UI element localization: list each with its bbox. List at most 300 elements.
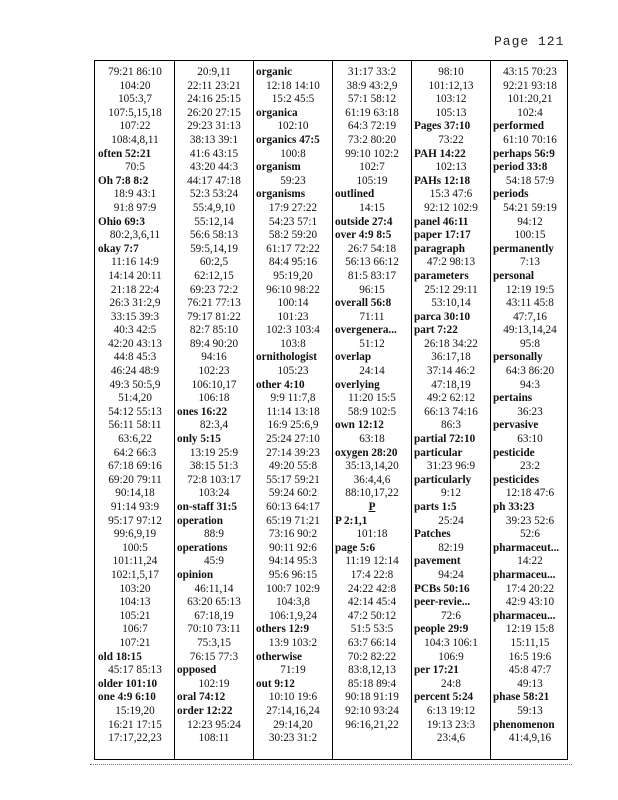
page-reference: 70:5 xyxy=(125,161,145,174)
page-reference: 88:9 xyxy=(204,528,224,541)
page-reference: 61:10 70:16 xyxy=(503,133,557,146)
page-reference: 96:10 98:22 xyxy=(266,283,320,296)
page-reference: 101:12,13 xyxy=(428,79,474,92)
page-reference: 26:7 54:18 xyxy=(347,242,397,255)
page-reference: 89:4 90:20 xyxy=(189,337,239,350)
page-reference: 27:14 39:23 xyxy=(266,446,320,459)
page-reference: 98:10 xyxy=(438,66,464,78)
page-reference: 15:19,20 xyxy=(115,704,155,717)
page-reference: 26:3 31:2,9 xyxy=(109,297,161,310)
page-reference: 106:1,9,24 xyxy=(269,609,317,622)
page-reference: 83:8,12,13 xyxy=(348,664,396,677)
page-reference: 72:8 103:17 xyxy=(187,473,241,486)
page-reference: 76:15 77:3 xyxy=(189,650,239,663)
page-reference: 7:13 xyxy=(520,256,540,269)
page-reference: 6:13 19:12 xyxy=(426,704,476,717)
index-term: PAH 14:22 xyxy=(414,147,466,160)
page-reference: 106:10,17 xyxy=(191,378,237,391)
page-reference: 82:19 xyxy=(438,541,464,554)
column-divider xyxy=(411,61,412,759)
page-reference: 54:18 57:9 xyxy=(505,174,555,187)
page-reference: 58:9 102:5 xyxy=(347,405,397,418)
page-reference: 36:17,18 xyxy=(431,351,471,364)
page-reference: 103:24 xyxy=(198,487,230,500)
page-reference: 64:3 86:20 xyxy=(505,365,555,378)
page-reference: 62:12,15 xyxy=(194,269,234,282)
index-term: pervasive xyxy=(493,419,539,432)
page-reference: 38:15 51:3 xyxy=(189,460,239,473)
page-reference: 59:24 60:2 xyxy=(268,487,318,500)
page-reference: 103:12 xyxy=(435,93,467,106)
page-reference: 107:21 xyxy=(119,636,151,649)
page-reference: 12:18 47:6 xyxy=(505,487,555,500)
page-reference: 42:14 45:4 xyxy=(347,596,397,609)
page-reference: 105:19 xyxy=(356,174,388,187)
page-reference: 104:3,8 xyxy=(276,596,310,609)
page-reference: 56:6 58:13 xyxy=(189,229,239,242)
page-reference: 41:6 43:15 xyxy=(189,147,239,160)
section-letter: P xyxy=(368,501,376,513)
page-reference: 51:12 xyxy=(359,337,385,350)
page-reference: 61:19 63:18 xyxy=(345,106,399,119)
page-reference: 9:9 11:7,8 xyxy=(270,392,316,405)
index-term: one 4:9 6:10 xyxy=(98,691,156,704)
page-reference: 14:22 xyxy=(517,555,543,568)
page-reference: 67:18,19 xyxy=(194,609,234,622)
page-reference: 42:9 43:10 xyxy=(505,596,555,609)
page-reference: 20:9,11 xyxy=(197,66,231,78)
page-reference: 100:14 xyxy=(277,297,309,310)
page-reference: 19:13 23:3 xyxy=(426,718,476,731)
index-term: parca 30:10 xyxy=(414,310,471,323)
page-reference: 104:3 106:1 xyxy=(424,636,478,649)
page-reference: 96:15 xyxy=(359,283,385,296)
page-reference: 94:14 95:3 xyxy=(268,555,318,568)
page-reference: 47:7,16 xyxy=(513,310,547,323)
page-reference: 26:20 27:15 xyxy=(187,106,241,119)
index-term: on-staff 31:5 xyxy=(177,501,237,513)
page-reference: 91:8 97:9 xyxy=(113,201,157,214)
index-term: ornithologist xyxy=(256,351,317,364)
page-reference: 53:10,14 xyxy=(431,297,471,310)
page-reference: 94:16 xyxy=(201,351,227,364)
page-reference: 39:23 52:6 xyxy=(505,514,555,527)
scan-edge xyxy=(90,764,572,765)
page-reference: 79:21 86:10 xyxy=(108,66,162,78)
page-reference: 70:10 73:11 xyxy=(187,623,241,636)
page-reference: 59:23 xyxy=(280,174,306,187)
index-term: opposed xyxy=(177,664,217,677)
index-term: PAHs 12:18 xyxy=(414,174,471,187)
page-reference: 70:2 82:22 xyxy=(347,650,397,663)
page-reference: 25:24 xyxy=(438,514,464,527)
page-reference: 102:10 xyxy=(277,120,309,133)
index-term: ones 16:22 xyxy=(177,405,228,418)
index-term: operation xyxy=(177,514,223,527)
page-reference: 52:6 xyxy=(520,528,540,541)
index-term: people 29:9 xyxy=(414,623,469,636)
page-reference: 65:19 71:21 xyxy=(266,514,320,527)
page-reference: 72:6 xyxy=(441,609,461,622)
column-divider xyxy=(253,61,254,759)
page-reference: 17:4 20:22 xyxy=(505,582,555,595)
page-reference: 100:15 xyxy=(514,229,546,242)
page-reference: 90:18 91:19 xyxy=(345,691,399,704)
page-reference: 27:14,16,24 xyxy=(266,704,320,717)
page-reference: 22:11 23:21 xyxy=(187,79,241,92)
page-reference: 17:9 27:22 xyxy=(268,201,318,214)
index-term: performed xyxy=(493,120,544,133)
page-reference: 94:24 xyxy=(438,568,464,581)
page-number: Page 121 xyxy=(494,34,565,49)
page-reference: 75:3,15 xyxy=(197,636,231,649)
page-reference: 82:7 85:10 xyxy=(189,324,239,337)
index-term: personally xyxy=(493,351,543,364)
index-term: only 5:15 xyxy=(177,433,221,446)
page-reference: 91:14 93:9 xyxy=(110,501,160,513)
index-term: panel 46:11 xyxy=(414,215,469,228)
index-term: phase 58:21 xyxy=(493,691,550,704)
page-reference: 30:23 31:2 xyxy=(268,732,318,745)
page-reference: 73:22 xyxy=(438,133,464,146)
page-reference: 63:7 66:14 xyxy=(347,636,397,649)
page-reference: 105:13 xyxy=(435,106,467,119)
index-term: pertains xyxy=(493,392,533,405)
page-reference: 80:2,3,6,11 xyxy=(109,229,161,242)
index-term: outside 27:4 xyxy=(335,215,393,228)
page-reference: 59:13 xyxy=(517,704,543,717)
page-reference: 12:18 14:10 xyxy=(266,79,320,92)
index-column-6 xyxy=(492,66,568,746)
page-reference: 31:17 33:2 xyxy=(347,66,397,78)
index-term: per 17:21 xyxy=(414,664,459,677)
index-term: pesticide xyxy=(493,446,535,459)
page-reference: 84:4 95:16 xyxy=(268,256,318,269)
page-reference: 26:18 34:22 xyxy=(424,337,478,350)
page-reference: 102:7 xyxy=(359,161,385,174)
page-reference: 16:5 19:6 xyxy=(508,650,552,663)
page-reference: 38:13 39:1 xyxy=(189,133,239,146)
index-term: personal xyxy=(493,269,535,282)
page-reference: 103:20 xyxy=(119,582,151,595)
index-term: Oh 7:8 8:2 xyxy=(98,174,149,187)
page-reference: 67:18 69:16 xyxy=(108,460,162,473)
index-term: organisms xyxy=(256,188,306,201)
page-reference: 45:8 47:7 xyxy=(508,664,552,677)
index-term: Patches xyxy=(414,528,451,541)
page-reference: 92:21 93:18 xyxy=(503,79,557,92)
page-reference: 60:2,5 xyxy=(199,256,229,269)
index-term: organics 47:5 xyxy=(256,133,320,146)
index-term: often 52:21 xyxy=(98,147,152,160)
page-reference: 95:8 xyxy=(520,337,540,350)
index-table xyxy=(94,60,568,760)
index-term: permanently xyxy=(493,242,554,255)
page-reference: 23:2 xyxy=(520,460,540,473)
page-reference: 52:3 53:24 xyxy=(189,188,239,201)
page-reference: 92:12 102:9 xyxy=(424,201,478,214)
page-reference: 61:17 72:22 xyxy=(266,242,320,255)
page-reference: 54:23 57:1 xyxy=(268,215,318,228)
page-reference: 73:16 90:2 xyxy=(268,528,318,541)
page-reference: 55:17 59:21 xyxy=(266,473,320,486)
index-term: operations xyxy=(177,541,228,554)
index-term: out 9:12 xyxy=(256,677,295,690)
page-reference: 12:19 19:5 xyxy=(505,283,555,296)
page-reference: 47:2 98:13 xyxy=(426,256,476,269)
page-reference: 60:13 64:17 xyxy=(266,501,320,513)
page-reference: 106:7 xyxy=(122,623,148,636)
page-reference: 101:20,21 xyxy=(507,93,553,106)
index-term: phenomenon xyxy=(493,718,555,731)
page-reference: 24:8 xyxy=(441,677,461,690)
page-reference: 24:22 42:8 xyxy=(347,582,397,595)
page-reference: 102:13 xyxy=(435,161,467,174)
page-reference: 29:23 31:13 xyxy=(187,120,241,133)
index-term: pavement xyxy=(414,555,461,568)
column-divider xyxy=(174,61,175,759)
index-term: opinion xyxy=(177,568,214,581)
page-reference: 63:20 65:13 xyxy=(187,596,241,609)
page-reference: 14:15 xyxy=(359,201,385,214)
index-term: particularly xyxy=(414,473,472,486)
index-term: okay 7:7 xyxy=(98,242,139,255)
index-term: parameters xyxy=(414,269,469,282)
page-reference: 35:13,14,20 xyxy=(345,460,399,473)
page-reference: 43:20 44:3 xyxy=(189,161,239,174)
index-term: period 33:8 xyxy=(493,161,548,174)
index-term: parts 1:5 xyxy=(414,501,457,513)
index-term: percent 5:24 xyxy=(414,691,474,704)
page-reference: 102:3 103:4 xyxy=(266,324,320,337)
page-reference: 17:4 22:8 xyxy=(350,568,394,581)
page-reference: 94:12 xyxy=(517,215,543,228)
page-reference: 103:8 xyxy=(280,337,306,350)
index-term: ph 33:23 xyxy=(493,501,535,513)
index-column-3 xyxy=(255,66,331,746)
index-term: overlying xyxy=(335,378,380,391)
page-reference: 106:9 xyxy=(438,650,464,663)
page-reference: 25:12 29:11 xyxy=(424,283,478,296)
index-column-2 xyxy=(176,66,252,746)
page-reference: 101:23 xyxy=(277,310,309,323)
page-reference: 51:5 53:5 xyxy=(350,623,394,636)
page-reference: 54:21 59:19 xyxy=(503,201,557,214)
page-reference: 49:13,14,24 xyxy=(503,324,557,337)
index-term: overgenera... xyxy=(335,324,397,337)
page-reference: 105:21 xyxy=(119,609,151,622)
page-reference: 49:20 55:8 xyxy=(268,460,318,473)
page-reference: 104:13 xyxy=(119,596,151,609)
page-reference: 14:14 20:11 xyxy=(108,269,162,282)
index-term: otherwise xyxy=(256,650,302,663)
page-reference: 102:23 xyxy=(198,365,230,378)
page-reference: 49:13 xyxy=(517,677,543,690)
index-term: paragraph xyxy=(414,242,465,255)
page-reference: 76:21 77:13 xyxy=(187,297,241,310)
index-term: Pages 37:10 xyxy=(414,120,471,133)
page-reference: 58:2 59:20 xyxy=(268,229,318,242)
column-divider xyxy=(332,61,333,759)
page-reference: 46:11,14 xyxy=(194,582,234,595)
index-term: outlined xyxy=(335,188,375,201)
page-reference: 108:11 xyxy=(198,732,230,745)
page-reference: 73:2 80:20 xyxy=(347,133,397,146)
page-reference: 63:18 xyxy=(359,433,385,446)
page-reference: 11:16 14:9 xyxy=(111,256,159,269)
page-reference: 43:11 45:8 xyxy=(506,297,554,310)
page-reference: 107:5,15,18 xyxy=(108,106,162,119)
page-reference: 44:8 45:3 xyxy=(113,351,157,364)
index-term: others 12:9 xyxy=(256,623,310,636)
index-term: pesticides xyxy=(493,473,539,486)
index-term: order 12:22 xyxy=(177,704,233,717)
page-reference: 99:10 102:2 xyxy=(345,147,399,160)
page-reference: 15:2 45:5 xyxy=(271,93,315,106)
page-reference: 51:4,20 xyxy=(118,392,152,405)
index-term: over 4:9 8:5 xyxy=(335,229,392,242)
page-reference: 95:6 96:15 xyxy=(268,568,318,581)
page-reference: 21:18 22:4 xyxy=(110,283,160,296)
index-term: own 12:12 xyxy=(335,419,384,432)
page-reference: 45:17 85:13 xyxy=(108,664,162,677)
index-term: old 18:15 xyxy=(98,650,142,663)
index-term: partial 72:10 xyxy=(414,433,476,446)
page-reference: 79:17 81:22 xyxy=(187,310,241,323)
page-reference: 12:23 95:24 xyxy=(187,718,241,731)
page-reference: 46:24 48:9 xyxy=(110,365,160,378)
page-reference: 102:4 xyxy=(517,106,543,119)
page-reference: 25:24 27:10 xyxy=(266,433,320,446)
page-reference: 24:16 25:15 xyxy=(187,93,241,106)
index-term: particular xyxy=(414,446,463,459)
page-reference: 9:12 xyxy=(441,487,461,500)
page-reference: 96:16,21,22 xyxy=(345,718,399,731)
index-term: pharmaceu... xyxy=(493,568,556,581)
page-reference: 104:20 xyxy=(119,79,151,92)
page-reference: 107:22 xyxy=(119,120,151,133)
page-reference: 99:6,9,19 xyxy=(113,528,157,541)
page-reference: 12:19 15:8 xyxy=(505,623,555,636)
page-reference: 15:11,15 xyxy=(510,636,550,649)
index-term: organica xyxy=(256,106,298,119)
index-term: oxygen 28:20 xyxy=(335,446,398,459)
page-reference: 13:19 25:9 xyxy=(189,446,239,459)
index-term: P 2:1,1 xyxy=(335,514,368,527)
page-reference: 101:18 xyxy=(356,528,388,541)
page-reference: 69:23 72:2 xyxy=(189,283,239,296)
page-reference: 86:3 xyxy=(441,419,461,432)
index-term: PCBs 50:16 xyxy=(414,582,470,595)
page-reference: 42:20 43:13 xyxy=(108,337,162,350)
page-reference: 13:9 103:2 xyxy=(268,636,318,649)
index-term: paper 17:17 xyxy=(414,229,471,242)
page-reference: 31:23 96:9 xyxy=(426,460,476,473)
page-reference: 56:11 58:11 xyxy=(108,419,162,432)
page-reference: 43:15 70:23 xyxy=(503,66,557,78)
page-reference: 55:4,9,10 xyxy=(192,201,236,214)
page-reference: 47:2 50:12 xyxy=(347,609,397,622)
page-reference: 64:3 72:19 xyxy=(347,120,397,133)
page-reference: 90:11 92:6 xyxy=(269,541,317,554)
page-reference: 108:4,8,11 xyxy=(111,133,159,146)
page-reference: 23:4,6 xyxy=(436,732,466,745)
page-reference: 90:14,18 xyxy=(115,487,155,500)
index-term: perhaps 56:9 xyxy=(493,147,555,160)
page-reference: 49:3 50:5,9 xyxy=(109,378,161,391)
page-reference: 11:19 12:14 xyxy=(345,555,399,568)
page-reference: 100:8 xyxy=(280,147,306,160)
page-reference: 88:10,17,22 xyxy=(345,487,399,500)
index-term: pharmaceu... xyxy=(493,609,556,622)
page-reference: 11:14 13:18 xyxy=(266,405,320,418)
page-reference: 101:11,24 xyxy=(112,555,158,568)
index-term: pharmaceut... xyxy=(493,541,560,554)
index-term: Ohio 69:3 xyxy=(98,215,145,228)
page-reference: 95:19,20 xyxy=(273,269,313,282)
page-reference: 10:10 19:6 xyxy=(268,691,318,704)
index-term: organic xyxy=(256,66,293,78)
index-term: overlap xyxy=(335,351,372,364)
page-reference: 69:20 79:11 xyxy=(108,473,162,486)
page-reference: 33:15 39:3 xyxy=(110,310,160,323)
page-reference: 15:3 47:6 xyxy=(429,188,473,201)
index-term: older 101:10 xyxy=(98,677,158,690)
page-reference: 44:17 47:18 xyxy=(187,174,241,187)
page-reference: 16:21 17:15 xyxy=(108,718,162,731)
page-reference: 54:12 55:13 xyxy=(108,405,162,418)
index-term: other 4:10 xyxy=(256,378,305,391)
index-column-5 xyxy=(413,66,489,746)
index-term: overall 56:8 xyxy=(335,297,392,310)
page-reference: 49:2 62:12 xyxy=(426,392,476,405)
page-reference: 100:7 102:9 xyxy=(266,582,320,595)
page-reference: 85:18 89:4 xyxy=(347,677,397,690)
page-reference: 24:14 xyxy=(359,365,385,378)
page-reference: 36:23 xyxy=(517,405,543,418)
page-reference: 45:9 xyxy=(204,555,224,568)
index-column-1 xyxy=(97,66,173,746)
page-reference: 11:20 15:5 xyxy=(348,392,396,405)
page-reference: 41:4,9,16 xyxy=(508,732,552,745)
page-reference: 63:6,22 xyxy=(118,433,152,446)
page-reference: 81:5 83:17 xyxy=(347,269,397,282)
index-term: organism xyxy=(256,161,301,174)
index-term: peer-revie... xyxy=(414,596,471,609)
page-reference: 94:3 xyxy=(520,378,540,391)
index-term: oral 74:12 xyxy=(177,691,226,704)
page-reference: 63:10 xyxy=(517,433,543,446)
index-term: part 7:22 xyxy=(414,324,458,337)
page-reference: 92:10 93:24 xyxy=(345,704,399,717)
page-reference: 18:9 43:1 xyxy=(113,188,157,201)
page-reference: 64:2 66:3 xyxy=(113,446,157,459)
page-reference: 100:5 xyxy=(122,541,148,554)
page-reference: 29:14,20 xyxy=(273,718,313,731)
page-reference: 57:1 58:12 xyxy=(347,93,397,106)
page-reference: 66:13 74:16 xyxy=(424,405,478,418)
page-reference: 106:18 xyxy=(198,392,230,405)
page-reference: 102:19 xyxy=(198,677,230,690)
page-reference: 55:12,14 xyxy=(194,215,234,228)
index-term: periods xyxy=(493,188,529,201)
page-reference: 38:9 43:2,9 xyxy=(346,79,398,92)
page-reference: 82:3,4 xyxy=(199,419,229,432)
page-reference: 16:9 25:6,9 xyxy=(267,419,319,432)
column-divider xyxy=(490,61,491,759)
index-term: page 5:6 xyxy=(335,541,376,554)
page-reference: 37:14 46:2 xyxy=(426,365,476,378)
